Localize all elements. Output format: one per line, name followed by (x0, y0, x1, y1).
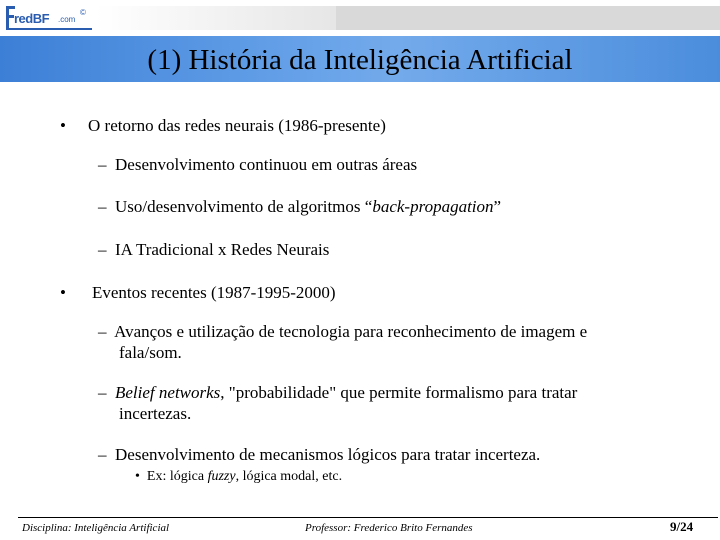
header-gradient (96, 6, 336, 30)
logo-suffix: .com (58, 15, 76, 24)
sub-italic: Belief networks (115, 383, 221, 402)
sub-text: IA Tradicional x Redes Neurais (115, 240, 330, 259)
sub-text: Desenvolvimento de mecanismos lógicos para tratar incerteza. (115, 445, 541, 464)
sub-item-cont: fala/som. (119, 343, 182, 362)
slide-title: (1) História da Inteligência Artificial (147, 44, 573, 76)
sub-text: Uso/desenvolvimento de algoritmos “ (115, 197, 373, 216)
logo-brand: redBF (14, 11, 50, 26)
subsub-text: , lógica modal, etc. (235, 469, 343, 484)
footer-course: Disciplina: Inteligência Artificial (22, 522, 170, 534)
dash: – (98, 240, 107, 259)
dash: – (98, 322, 107, 341)
footer-divider (18, 517, 718, 518)
sub-text: Desenvolvimento continuou em outras áreas (115, 155, 418, 174)
dash: – (98, 445, 107, 464)
subsub-text: Ex: lógica (146, 469, 208, 484)
sub-item (98, 321, 587, 342)
bullet-dot: • (60, 116, 66, 135)
sub-text: Avanços e utilização de tecnologia para reconhecimento de imagem e (114, 322, 588, 341)
sub-item (98, 382, 577, 403)
sub-italic: back-propagation (372, 197, 494, 216)
sub-item (98, 444, 540, 465)
fredbf-logo (6, 4, 92, 32)
bullet-1: O retorno das redes neurais (1986-presente) (88, 116, 386, 135)
subsub-item (135, 469, 342, 485)
sub-item (98, 196, 501, 217)
header-grey-bar (336, 6, 720, 30)
dash: – (98, 155, 107, 174)
sub-item-cont: incertezas. (119, 404, 192, 423)
footer-professor: Professor: Frederico Brito Fernandes (305, 522, 473, 534)
sub-text: ” (493, 197, 502, 216)
logo-mark: © (80, 8, 86, 17)
subsub-italic: fuzzy (207, 469, 236, 484)
page-number: 9/24 (670, 519, 694, 534)
dash: – (98, 197, 107, 216)
sub-item (98, 239, 329, 260)
logo-bar (0, 0, 720, 36)
bullet-dot: • (135, 469, 140, 484)
sub-text: , "probabilidade" que permite formalismo para tratar (220, 383, 578, 402)
sub-item (98, 154, 417, 175)
bullet-2: Eventos recentes (1987-1995-2000) (92, 283, 336, 302)
dash: – (98, 383, 107, 402)
bullet-dot: • (60, 283, 66, 302)
